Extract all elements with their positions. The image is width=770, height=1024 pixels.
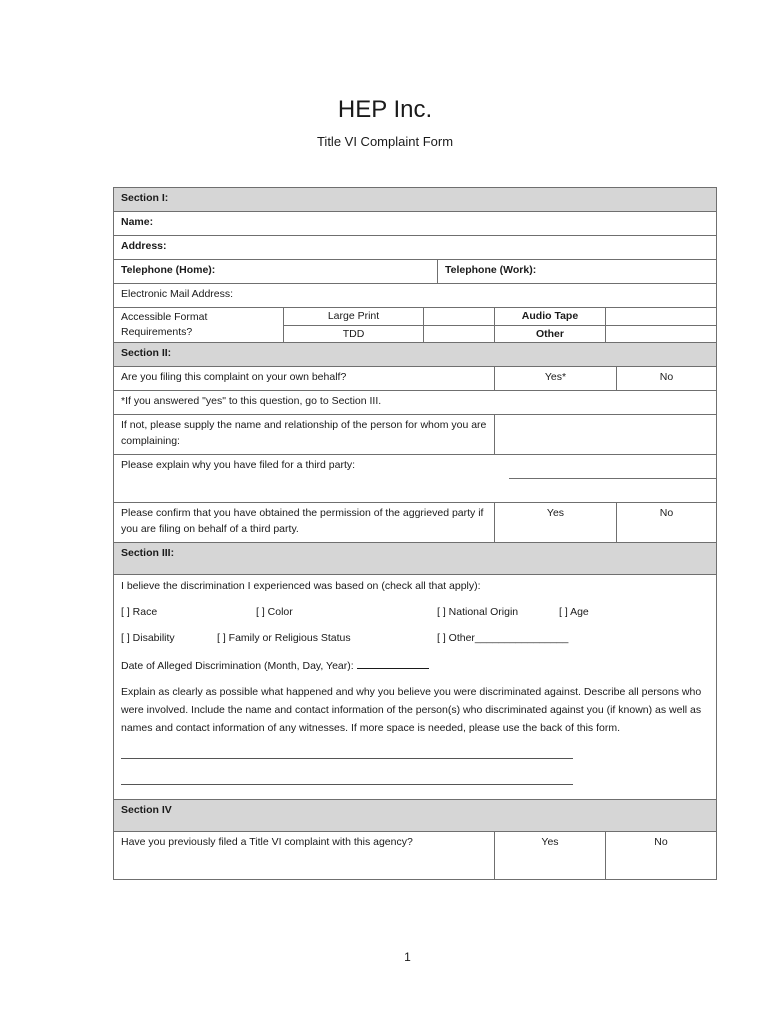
discrimination-intro: I believe the discrimination I experienced was based on (check all that apply):: [121, 580, 481, 592]
previous-complaint-no[interactable]: No: [606, 832, 717, 880]
section-3-heading: Section III:: [114, 543, 717, 575]
relationship-field[interactable]: [495, 415, 717, 455]
email-label: Electronic Mail Address:: [121, 288, 234, 300]
previous-complaint-yes[interactable]: Yes: [495, 832, 606, 880]
explain-line-1[interactable]: [121, 757, 573, 759]
explain-third-party-line[interactable]: [509, 455, 717, 479]
audio-tape-checkbox[interactable]: [606, 308, 717, 326]
tdd-checkbox[interactable]: [424, 325, 495, 343]
accessible-format-label: Accessible Format Requirements?: [114, 308, 284, 343]
other-option: Other: [495, 325, 606, 343]
if-not-question: If not, please supply the name and relationship of the person for whom you are complaining:: [114, 415, 495, 455]
own-behalf-no[interactable]: No: [617, 367, 717, 391]
disability-checkbox[interactable]: [ ] Disability: [121, 632, 175, 644]
telephone-work-label: Telephone (Work):: [445, 264, 537, 276]
address-label: Address:: [121, 240, 167, 252]
telephone-work-field[interactable]: [438, 260, 717, 284]
document-title: HEP Inc.: [337, 96, 433, 123]
other-basis-checkbox[interactable]: [ ] Other________________: [437, 632, 569, 644]
explain-line-2[interactable]: [121, 783, 573, 785]
section-3-body: [114, 575, 717, 800]
date-label: Date of Alleged Discrimination (Month, Day, Year):: [121, 660, 354, 672]
section-4-heading: Section IV: [114, 800, 717, 832]
family-religious-checkbox[interactable]: [ ] Family or Religious Status: [217, 632, 351, 644]
telephone-home-label: Telephone (Home):: [121, 264, 216, 276]
large-print-checkbox[interactable]: [424, 308, 495, 326]
telephone-home-field[interactable]: [114, 260, 438, 284]
date-row: [121, 656, 709, 674]
address-field[interactable]: [114, 236, 717, 260]
explain-third-party-label: Please explain why you have filed for a third party:: [114, 455, 509, 479]
age-checkbox[interactable]: [ ] Age: [559, 606, 589, 618]
audio-tape-option: Audio Tape: [495, 308, 606, 326]
large-print-option: Large Print: [284, 308, 424, 326]
name-field[interactable]: [114, 212, 717, 236]
permission-no[interactable]: No: [617, 503, 717, 543]
own-behalf-question: Are you filing this complaint on your own behalf?: [114, 367, 495, 391]
explain-third-party-field[interactable]: [114, 479, 717, 503]
race-checkbox[interactable]: [ ] Race: [121, 606, 158, 618]
color-checkbox[interactable]: [ ] Color: [256, 606, 293, 618]
date-input-line[interactable]: [357, 656, 429, 669]
if-yes-note: *If you answered "yes" to this question, go to Section III.: [114, 391, 717, 415]
section-2-heading: Section II:: [114, 343, 717, 367]
email-field[interactable]: [114, 284, 717, 308]
complaint-form: [113, 187, 717, 880]
own-behalf-yes[interactable]: Yes*: [495, 367, 617, 391]
tdd-option: TDD: [284, 325, 424, 343]
explain-instructions: Explain as clearly as possible what happened and why you believe you were discriminated against. Describe all persons who were involved. Include the name and contact information of the person(s) who discriminated against you (if known) as well as names and contact information of any witnesses. If more space is needed, please use the back of this form.: [121, 686, 702, 734]
permission-question: Please confirm that you have obtained the permission of the aggrieved party if you are filing on behalf of a third party.: [114, 503, 495, 543]
other-checkbox[interactable]: [606, 325, 717, 343]
page-number: 1: [404, 950, 411, 964]
document-subtitle: Title VI Complaint Form: [316, 134, 454, 149]
previous-complaint-question: Have you previously filed a Title VI complaint with this agency?: [114, 832, 495, 880]
permission-yes[interactable]: Yes: [495, 503, 617, 543]
name-label: Name:: [121, 216, 154, 228]
section-1-heading: Section I:: [114, 188, 717, 212]
national-origin-checkbox[interactable]: [ ] National Origin: [437, 606, 519, 618]
